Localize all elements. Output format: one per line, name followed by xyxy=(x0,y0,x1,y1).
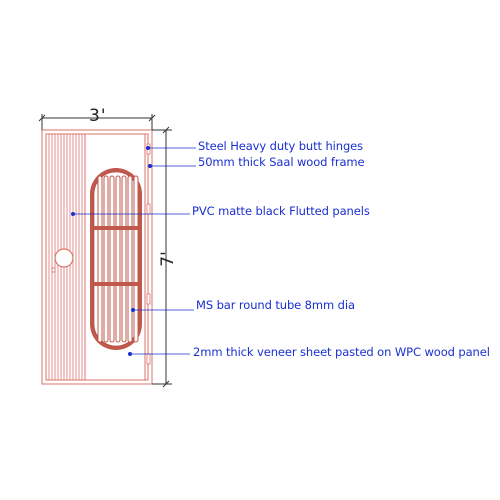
height-dimension-label: 7' xyxy=(157,251,178,267)
width-dimension-label: 3' xyxy=(89,106,107,126)
door-handle xyxy=(55,249,73,267)
bar-tube xyxy=(98,176,102,342)
bar-tubes xyxy=(94,176,138,342)
annotation-frame: 50mm thick Saal wood frame xyxy=(198,155,365,169)
lock-icon xyxy=(52,268,55,272)
round-bar-panel xyxy=(90,168,142,350)
bar-tube xyxy=(110,176,114,342)
cross-bar xyxy=(94,226,138,230)
bar-tube xyxy=(134,176,138,342)
bar-tube xyxy=(128,176,132,342)
annotation-veneer: 2mm thick veneer sheet pasted on WPC wood panel xyxy=(193,345,490,359)
cross-bar xyxy=(94,282,138,286)
annotation-hinges: Steel Heavy duty butt hinges xyxy=(198,139,364,153)
bar-tube xyxy=(116,176,120,342)
bar-tube xyxy=(104,176,108,342)
annotation-fluted: PVC matte black Flutted panels xyxy=(192,204,370,218)
annotation-bars: MS bar round tube 8mm dia xyxy=(196,298,355,312)
bar-tube xyxy=(122,176,126,342)
